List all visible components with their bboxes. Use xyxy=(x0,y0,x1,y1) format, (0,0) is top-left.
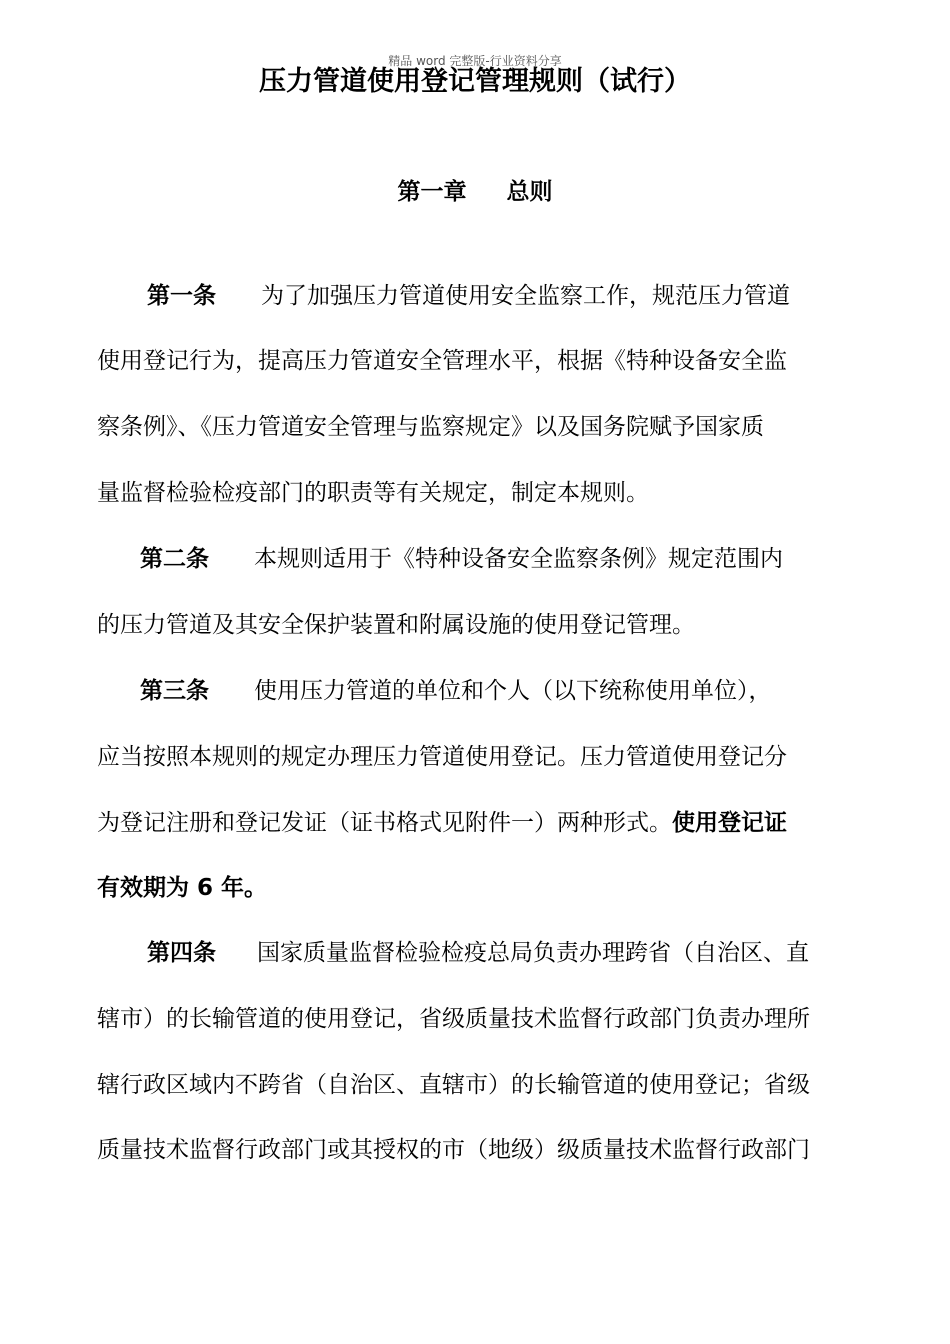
article-3-bold-tail: 使用登记证 xyxy=(672,810,787,836)
article-4-line-1 xyxy=(147,935,809,971)
article-3-line-2: 应当按照本规则的规定办理压力管道使用登记。压力管道使用登记分 xyxy=(97,744,787,770)
article-3-text-3: 为登记注册和登记发证（证书格式见附件一）两种形式。 xyxy=(97,810,672,836)
article-2-text-1: 本规则适用于《特种设备安全监察条例》规定范围内 xyxy=(254,546,783,572)
article-3-line-3 xyxy=(97,805,787,841)
article-3-label: 第三条 xyxy=(140,678,209,704)
article-3-bold-line: 有效期为 6 年。 xyxy=(97,875,268,901)
document-title: 压力管道使用登记管理规则（试行） xyxy=(259,66,691,97)
article-4-label: 第四条 xyxy=(147,940,216,966)
chapter-heading xyxy=(0,174,950,210)
article-2-label: 第二条 xyxy=(140,546,209,572)
article-3-text-1: 使用压力管道的单位和个人（以下统称使用单位）， xyxy=(254,678,772,704)
article-4-text-1: 国家质量监督检验检疫总局负责办理跨省（自治区、直 xyxy=(257,940,809,966)
watermark-text: 精品 word 完整版-行业资料分享 xyxy=(388,54,562,68)
article-1-line-3: 察条例》、《压力管道安全管理与监察规定》以及国务院赋予国家质 xyxy=(97,414,764,440)
article-1-label: 第一条 xyxy=(147,283,216,309)
article-3-line-1 xyxy=(140,673,772,709)
article-1-line-1 xyxy=(147,278,790,314)
article-1-line-4: 量监督检验检疫部门的职责等有关规定，制定本规则。 xyxy=(97,480,649,506)
article-4-line-2: 辖市）的长输管道的使用登记，省级质量技术监督行政部门负责办理所 xyxy=(97,1006,810,1032)
article-1-text-1: 为了加强压力管道使用安全监察工作，规范压力管道 xyxy=(261,283,790,309)
article-1-line-2: 使用登记行为，提高压力管道安全管理水平，根据《特种设备安全监 xyxy=(97,348,787,374)
article-4-line-4: 质量技术监督行政部门或其授权的市（地级）级质量技术监督行政部门 xyxy=(97,1137,810,1163)
chapter-name: 总则 xyxy=(506,179,553,205)
article-2-line-2: 的压力管道及其安全保护装置和附属设施的使用登记管理。 xyxy=(97,612,695,638)
article-4-line-3: 辖行政区域内不跨省（自治区、直辖市）的长输管道的使用登记；省级 xyxy=(97,1072,810,1098)
article-2-line-1 xyxy=(140,541,783,577)
chapter-number: 第一章 xyxy=(397,179,467,205)
